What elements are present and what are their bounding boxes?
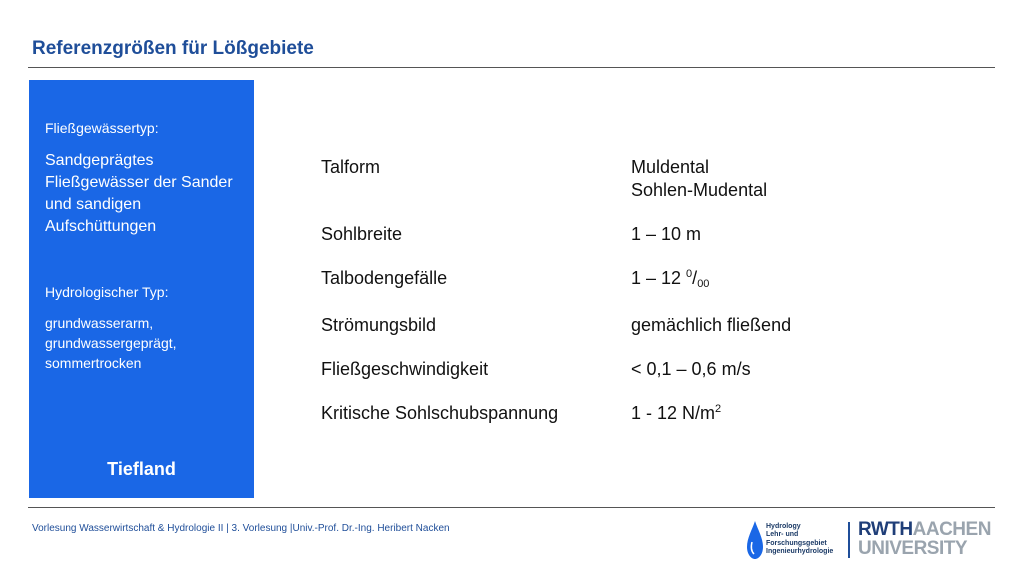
property-value — [631, 267, 881, 293]
property-key: Sohlbreite — [321, 224, 403, 244]
property-value — [631, 402, 881, 428]
value-superscript: 2 — [715, 403, 722, 415]
rwth-logo-university: UNIVERSITY — [858, 538, 968, 559]
value-superscript: 0 — [686, 268, 693, 280]
value-prefix: 1 - 12 N/m — [631, 403, 716, 423]
water-drop-icon — [746, 520, 764, 560]
value-subscript: 00 — [697, 278, 710, 290]
property-row — [321, 358, 881, 381]
footer-divider — [28, 507, 995, 508]
header-divider — [28, 67, 995, 68]
hydro-type-label: Hydrologischer Typ: — [45, 284, 169, 300]
property-key: Kritische Sohlschubspannung — [321, 403, 559, 423]
flow-type-value: Sandgeprägtes Fließgewässer der Sander und sandigen Aufschüttungen — [45, 152, 233, 235]
flow-type-label: Fließgewässertyp: — [45, 120, 159, 136]
property-row — [321, 402, 881, 428]
hydro-type-value: grundwasserarm, grundwassergeprägt, sommertrocken — [45, 315, 177, 371]
property-value: 1 – 10 m — [631, 224, 702, 244]
hydrology-logo — [746, 519, 846, 561]
property-row — [321, 314, 881, 337]
rwth-logo-rwth: RWTH — [858, 519, 913, 540]
value-slash: / — [692, 268, 698, 288]
reference-values-table — [321, 156, 881, 449]
rwth-logo-aachen: AACHEN — [912, 519, 991, 540]
logo-divider — [848, 522, 850, 558]
property-row — [321, 267, 881, 293]
property-key: Talbodengefälle — [321, 268, 448, 288]
property-value: gemächlich fließend — [631, 315, 792, 335]
property-value: Muldental Sohlen-Mudental — [631, 157, 768, 200]
hydrology-logo-text: Hydrology Lehr- und Forschungsgebiet Ingenieurhydrologie — [766, 523, 834, 555]
property-key: Fließgeschwindigkeit — [321, 359, 489, 379]
region-label: Tiefland — [107, 459, 176, 479]
value-prefix: 1 – 12 — [631, 268, 687, 288]
page-title: Referenzgrößen für Lößgebiete — [32, 38, 314, 59]
property-key: Strömungsbild — [321, 315, 437, 335]
river-type-panel — [29, 80, 254, 498]
footer-text: Vorlesung Wasserwirtschaft & Hydrologie II | 3. Vorlesung |Univ.-Prof. Dr.-Ing. Heribert Nacken — [32, 523, 450, 534]
rwth-logo — [858, 520, 998, 558]
property-value: < 0,1 – 0,6 m/s — [631, 359, 751, 379]
property-row — [321, 223, 881, 246]
property-row — [321, 156, 881, 202]
property-key: Talform — [321, 157, 381, 177]
